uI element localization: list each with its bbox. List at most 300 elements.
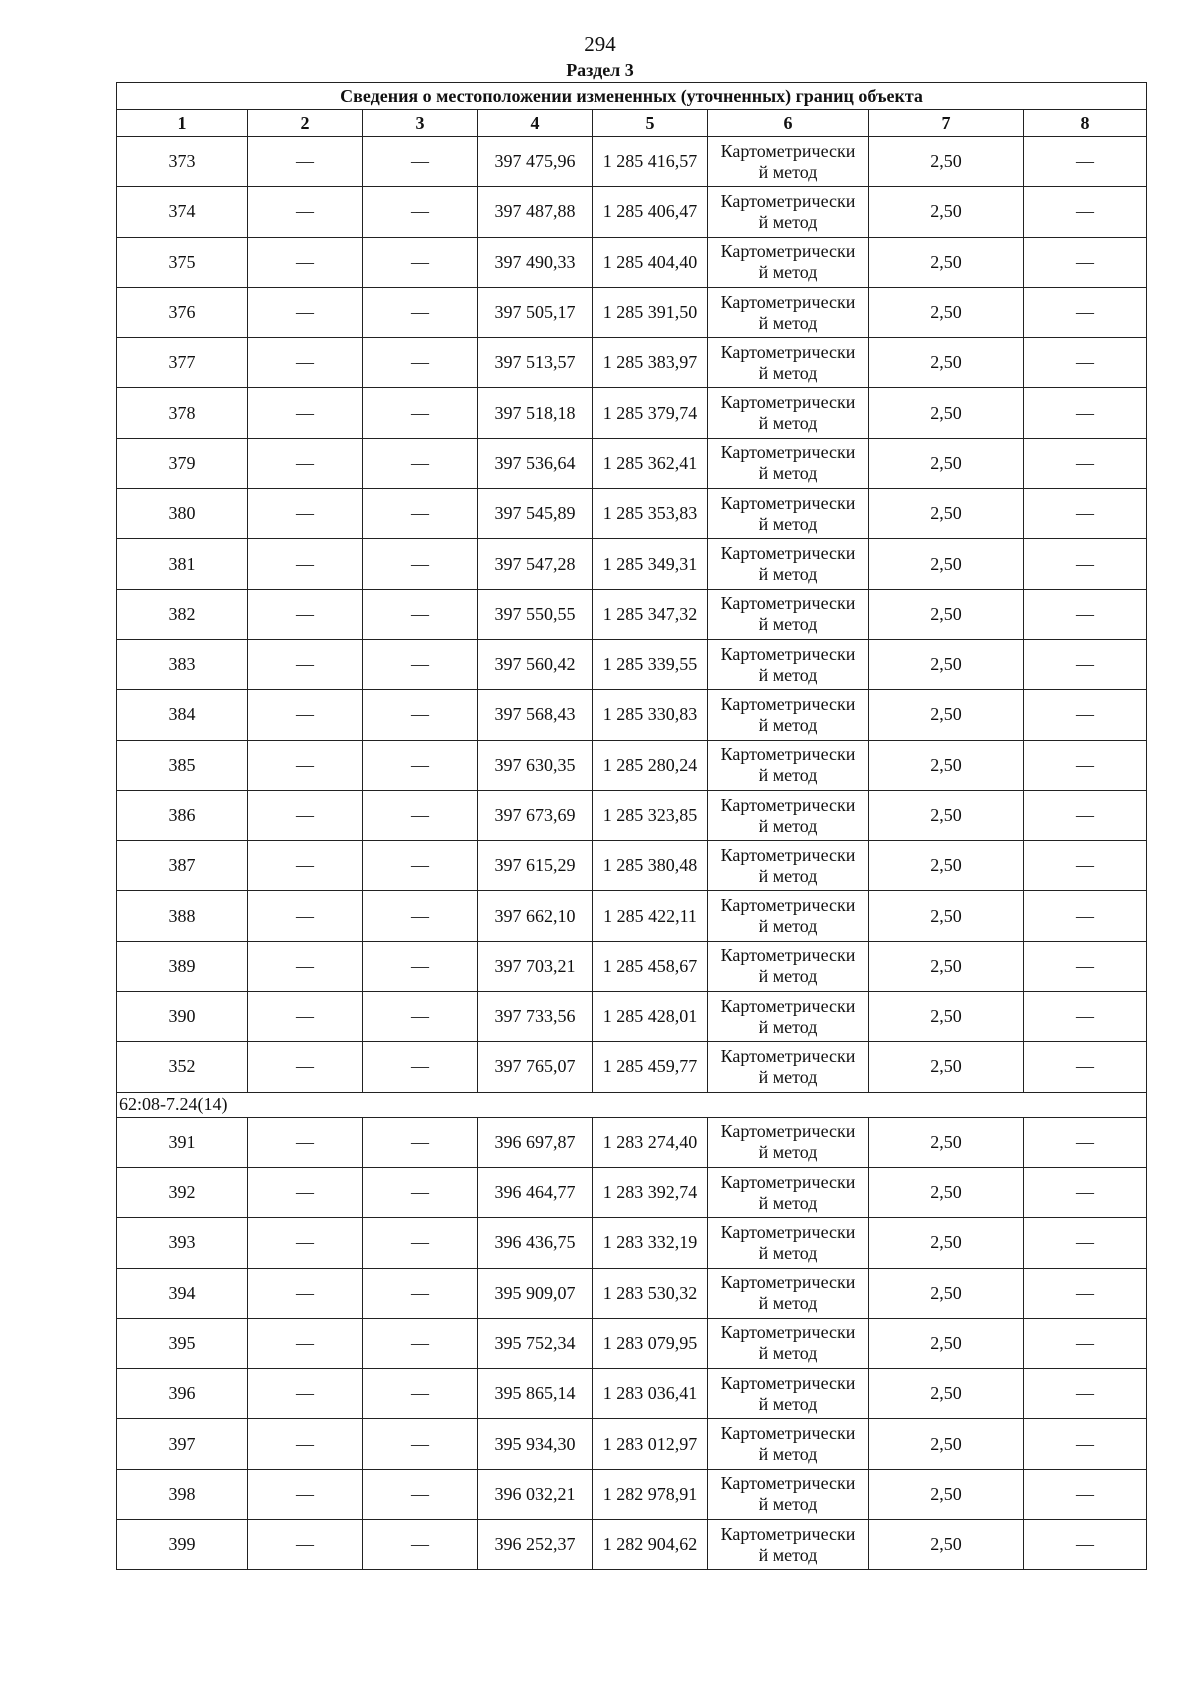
- precision-cell: 2,50: [869, 137, 1024, 187]
- method-text-line: й метод: [758, 714, 818, 735]
- method-text-line: Картометрически: [720, 1423, 856, 1444]
- precision-cell: 2,50: [869, 438, 1024, 488]
- point-number-cell: 396: [117, 1369, 248, 1419]
- x-coordinate-cell: 397 513,57: [478, 338, 593, 388]
- method-cell: [708, 1268, 869, 1318]
- method-cell: [708, 690, 869, 740]
- point-number-cell: 385: [117, 740, 248, 790]
- empty-dash-cell: —: [248, 941, 363, 991]
- empty-dash-cell: —: [248, 1268, 363, 1318]
- method-text-line: й метод: [758, 765, 818, 786]
- empty-dash-cell: —: [1024, 1042, 1147, 1092]
- x-coordinate-cell: 396 464,77: [478, 1167, 593, 1217]
- empty-dash-cell: —: [1024, 639, 1147, 689]
- table-row: [117, 1520, 1147, 1570]
- method-text-line: й метод: [758, 1544, 818, 1565]
- precision-cell: 2,50: [869, 1520, 1024, 1570]
- method-cell: [708, 1218, 869, 1268]
- empty-dash-cell: —: [1024, 1419, 1147, 1469]
- empty-dash-cell: —: [1024, 1520, 1147, 1570]
- column-number: 6: [708, 110, 869, 137]
- empty-dash-cell: —: [248, 1419, 363, 1469]
- x-coordinate-cell: 397 568,43: [478, 690, 593, 740]
- empty-dash-cell: —: [363, 891, 478, 941]
- x-coordinate-cell: 397 475,96: [478, 137, 593, 187]
- point-number-cell: 381: [117, 539, 248, 589]
- method-text-line: Картометрически: [720, 1272, 856, 1293]
- empty-dash-cell: —: [248, 1469, 363, 1519]
- point-number-cell: 387: [117, 841, 248, 891]
- empty-dash-cell: —: [1024, 992, 1147, 1042]
- point-number-cell: 375: [117, 237, 248, 287]
- method-text-line: й метод: [758, 312, 818, 333]
- method-text-line: Картометрически: [720, 794, 856, 815]
- column-number: 4: [478, 110, 593, 137]
- empty-dash-cell: —: [1024, 287, 1147, 337]
- table-row: [117, 137, 1147, 187]
- method-cell: [708, 1369, 869, 1419]
- column-number: 8: [1024, 110, 1147, 137]
- precision-cell: 2,50: [869, 639, 1024, 689]
- empty-dash-cell: —: [1024, 941, 1147, 991]
- method-cell: [708, 740, 869, 790]
- point-number-cell: 382: [117, 589, 248, 639]
- table-row: [117, 1117, 1147, 1167]
- method-text-line: й метод: [758, 1343, 818, 1364]
- empty-dash-cell: —: [248, 1520, 363, 1570]
- point-number-cell: 376: [117, 287, 248, 337]
- y-coordinate-cell: 1 283 332,19: [593, 1218, 708, 1268]
- empty-dash-cell: —: [1024, 338, 1147, 388]
- y-coordinate-cell: 1 285 349,31: [593, 539, 708, 589]
- group-row: [117, 1092, 1147, 1117]
- empty-dash-cell: —: [363, 539, 478, 589]
- method-text-line: Картометрически: [720, 1322, 856, 1343]
- table-row: [117, 489, 1147, 539]
- point-number-cell: 393: [117, 1218, 248, 1268]
- empty-dash-cell: —: [363, 237, 478, 287]
- method-text-line: й метод: [758, 161, 818, 182]
- empty-dash-cell: —: [1024, 1167, 1147, 1217]
- table-row: [117, 891, 1147, 941]
- table-row: [117, 539, 1147, 589]
- precision-cell: 2,50: [869, 1469, 1024, 1519]
- y-coordinate-cell: 1 285 330,83: [593, 690, 708, 740]
- y-coordinate-cell: 1 285 383,97: [593, 338, 708, 388]
- method-cell: [708, 639, 869, 689]
- method-cell: [708, 891, 869, 941]
- empty-dash-cell: —: [248, 1167, 363, 1217]
- method-text-line: Картометрически: [720, 543, 856, 564]
- y-coordinate-cell: 1 285 458,67: [593, 941, 708, 991]
- method-cell: [708, 187, 869, 237]
- point-number-cell: 373: [117, 137, 248, 187]
- empty-dash-cell: —: [363, 740, 478, 790]
- empty-dash-cell: —: [363, 1117, 478, 1167]
- method-text-line: Картометрически: [720, 1171, 856, 1192]
- method-cell: [708, 941, 869, 991]
- empty-dash-cell: —: [1024, 589, 1147, 639]
- method-cell: [708, 338, 869, 388]
- precision-cell: 2,50: [869, 690, 1024, 740]
- method-text-line: й метод: [758, 463, 818, 484]
- method-cell: [708, 438, 869, 488]
- method-text-line: Картометрически: [720, 1523, 856, 1544]
- method-text-line: й метод: [758, 1142, 818, 1163]
- method-text-line: й метод: [758, 614, 818, 635]
- column-number-row: [117, 110, 1147, 137]
- empty-dash-cell: —: [1024, 841, 1147, 891]
- empty-dash-cell: —: [363, 1268, 478, 1318]
- empty-dash-cell: —: [1024, 1218, 1147, 1268]
- empty-dash-cell: —: [363, 338, 478, 388]
- table-row: [117, 1218, 1147, 1268]
- empty-dash-cell: —: [1024, 1268, 1147, 1318]
- x-coordinate-cell: 397 550,55: [478, 589, 593, 639]
- x-coordinate-cell: 397 545,89: [478, 489, 593, 539]
- precision-cell: 2,50: [869, 1268, 1024, 1318]
- x-coordinate-cell: 396 697,87: [478, 1117, 593, 1167]
- y-coordinate-cell: 1 283 036,41: [593, 1369, 708, 1419]
- method-text-line: Картометрически: [720, 945, 856, 966]
- empty-dash-cell: —: [363, 1167, 478, 1217]
- method-text-line: й метод: [758, 966, 818, 987]
- table-body: [117, 137, 1147, 1570]
- empty-dash-cell: —: [248, 992, 363, 1042]
- precision-cell: 2,50: [869, 992, 1024, 1042]
- empty-dash-cell: —: [248, 690, 363, 740]
- empty-dash-cell: —: [1024, 790, 1147, 840]
- empty-dash-cell: —: [1024, 438, 1147, 488]
- precision-cell: 2,50: [869, 539, 1024, 589]
- precision-cell: 2,50: [869, 1419, 1024, 1469]
- empty-dash-cell: —: [248, 1318, 363, 1368]
- column-number: 1: [117, 110, 248, 137]
- method-text-line: й метод: [758, 362, 818, 383]
- empty-dash-cell: —: [363, 992, 478, 1042]
- precision-cell: 2,50: [869, 790, 1024, 840]
- method-text-line: й метод: [758, 1066, 818, 1087]
- empty-dash-cell: —: [1024, 137, 1147, 187]
- empty-dash-cell: —: [363, 388, 478, 438]
- method-text-line: й метод: [758, 262, 818, 283]
- precision-cell: 2,50: [869, 1117, 1024, 1167]
- empty-dash-cell: —: [248, 489, 363, 539]
- empty-dash-cell: —: [363, 1369, 478, 1419]
- precision-cell: 2,50: [869, 841, 1024, 891]
- empty-dash-cell: —: [363, 639, 478, 689]
- table-row: [117, 338, 1147, 388]
- method-text-line: Картометрически: [720, 895, 856, 916]
- method-cell: [708, 790, 869, 840]
- method-cell: [708, 1469, 869, 1519]
- y-coordinate-cell: 1 283 392,74: [593, 1167, 708, 1217]
- method-text-line: й метод: [758, 664, 818, 685]
- precision-cell: 2,50: [869, 1042, 1024, 1092]
- method-cell: [708, 287, 869, 337]
- point-number-cell: 377: [117, 338, 248, 388]
- y-coordinate-cell: 1 283 530,32: [593, 1268, 708, 1318]
- precision-cell: 2,50: [869, 1369, 1024, 1419]
- method-cell: [708, 489, 869, 539]
- point-number-cell: 380: [117, 489, 248, 539]
- empty-dash-cell: —: [248, 338, 363, 388]
- x-coordinate-cell: 396 032,21: [478, 1469, 593, 1519]
- empty-dash-cell: —: [248, 639, 363, 689]
- method-text-line: й метод: [758, 1494, 818, 1515]
- method-text-line: Картометрически: [720, 1221, 856, 1242]
- method-text-line: й метод: [758, 1444, 818, 1465]
- y-coordinate-cell: 1 285 404,40: [593, 237, 708, 287]
- method-text-line: Картометрически: [720, 1121, 856, 1142]
- x-coordinate-cell: 397 733,56: [478, 992, 593, 1042]
- empty-dash-cell: —: [363, 1042, 478, 1092]
- method-text-line: Картометрически: [720, 744, 856, 765]
- method-text-line: й метод: [758, 815, 818, 836]
- empty-dash-cell: —: [1024, 740, 1147, 790]
- method-text-line: й метод: [758, 916, 818, 937]
- page-number: 294: [584, 32, 616, 56]
- empty-dash-cell: —: [363, 287, 478, 337]
- point-number-cell: 389: [117, 941, 248, 991]
- method-cell: [708, 1419, 869, 1469]
- method-text-line: й метод: [758, 1192, 818, 1213]
- empty-dash-cell: —: [363, 489, 478, 539]
- y-coordinate-cell: 1 283 274,40: [593, 1117, 708, 1167]
- y-coordinate-cell: 1 285 339,55: [593, 639, 708, 689]
- x-coordinate-cell: 395 909,07: [478, 1268, 593, 1318]
- column-number: 3: [363, 110, 478, 137]
- y-coordinate-cell: 1 285 428,01: [593, 992, 708, 1042]
- method-text-line: Картометрически: [720, 392, 856, 413]
- method-text-line: Картометрически: [720, 1473, 856, 1494]
- y-coordinate-cell: 1 283 012,97: [593, 1419, 708, 1469]
- method-cell: [708, 841, 869, 891]
- empty-dash-cell: —: [363, 137, 478, 187]
- method-text-line: Картометрически: [720, 341, 856, 362]
- method-text-line: Картометрически: [720, 693, 856, 714]
- empty-dash-cell: —: [363, 1520, 478, 1570]
- empty-dash-cell: —: [248, 137, 363, 187]
- empty-dash-cell: —: [248, 790, 363, 840]
- point-number-cell: 379: [117, 438, 248, 488]
- precision-cell: 2,50: [869, 1218, 1024, 1268]
- precision-cell: 2,50: [869, 489, 1024, 539]
- table-row: [117, 589, 1147, 639]
- empty-dash-cell: —: [1024, 1117, 1147, 1167]
- table-row: [117, 438, 1147, 488]
- method-text-line: Картометрически: [720, 241, 856, 262]
- empty-dash-cell: —: [363, 1469, 478, 1519]
- x-coordinate-cell: 396 436,75: [478, 1218, 593, 1268]
- x-coordinate-cell: 397 487,88: [478, 187, 593, 237]
- empty-dash-cell: —: [1024, 1318, 1147, 1368]
- method-text-line: й метод: [758, 1293, 818, 1314]
- empty-dash-cell: —: [1024, 891, 1147, 941]
- x-coordinate-cell: 395 934,30: [478, 1419, 593, 1469]
- table-row: [117, 740, 1147, 790]
- empty-dash-cell: —: [363, 841, 478, 891]
- table-row: [117, 1469, 1147, 1519]
- point-number-cell: 391: [117, 1117, 248, 1167]
- point-number-cell: 374: [117, 187, 248, 237]
- method-text-line: й метод: [758, 211, 818, 232]
- method-text-line: й метод: [758, 1242, 818, 1263]
- table-row: [117, 1167, 1147, 1217]
- method-text-line: Картометрически: [720, 643, 856, 664]
- empty-dash-cell: —: [1024, 187, 1147, 237]
- precision-cell: 2,50: [869, 388, 1024, 438]
- point-number-cell: 397: [117, 1419, 248, 1469]
- y-coordinate-cell: 1 282 978,91: [593, 1469, 708, 1519]
- table-row: [117, 992, 1147, 1042]
- x-coordinate-cell: 395 752,34: [478, 1318, 593, 1368]
- point-number-cell: 378: [117, 388, 248, 438]
- precision-cell: 2,50: [869, 187, 1024, 237]
- point-number-cell: 392: [117, 1167, 248, 1217]
- empty-dash-cell: —: [248, 589, 363, 639]
- x-coordinate-cell: 397 630,35: [478, 740, 593, 790]
- method-text-line: Картометрически: [720, 442, 856, 463]
- y-coordinate-cell: 1 285 362,41: [593, 438, 708, 488]
- empty-dash-cell: —: [363, 690, 478, 740]
- x-coordinate-cell: 397 518,18: [478, 388, 593, 438]
- x-coordinate-cell: 397 703,21: [478, 941, 593, 991]
- method-cell: [708, 1318, 869, 1368]
- point-number-cell: 384: [117, 690, 248, 740]
- x-coordinate-cell: 396 252,37: [478, 1520, 593, 1570]
- empty-dash-cell: —: [363, 790, 478, 840]
- x-coordinate-cell: 397 673,69: [478, 790, 593, 840]
- method-cell: [708, 1167, 869, 1217]
- precision-cell: 2,50: [869, 891, 1024, 941]
- precision-cell: 2,50: [869, 1167, 1024, 1217]
- column-number: 2: [248, 110, 363, 137]
- empty-dash-cell: —: [248, 841, 363, 891]
- empty-dash-cell: —: [1024, 237, 1147, 287]
- x-coordinate-cell: 397 765,07: [478, 1042, 593, 1092]
- x-coordinate-cell: 397 536,64: [478, 438, 593, 488]
- empty-dash-cell: —: [363, 589, 478, 639]
- method-text-line: Картометрически: [720, 844, 856, 865]
- precision-cell: 2,50: [869, 287, 1024, 337]
- coordinates-table: [116, 82, 1147, 1570]
- precision-cell: 2,50: [869, 941, 1024, 991]
- table-row: [117, 1268, 1147, 1318]
- empty-dash-cell: —: [248, 237, 363, 287]
- precision-cell: 2,50: [869, 589, 1024, 639]
- table-row: [117, 388, 1147, 438]
- y-coordinate-cell: 1 285 280,24: [593, 740, 708, 790]
- empty-dash-cell: —: [248, 891, 363, 941]
- method-text-line: Картометрически: [720, 190, 856, 211]
- empty-dash-cell: —: [1024, 690, 1147, 740]
- method-text-line: й метод: [758, 1393, 818, 1414]
- y-coordinate-cell: 1 285 323,85: [593, 790, 708, 840]
- empty-dash-cell: —: [248, 1042, 363, 1092]
- method-text-line: Картометрически: [720, 1372, 856, 1393]
- point-number-cell: 395: [117, 1318, 248, 1368]
- method-text-line: Картометрически: [720, 1045, 856, 1066]
- method-text-line: Картометрически: [720, 593, 856, 614]
- table-row: [117, 941, 1147, 991]
- method-cell: [708, 388, 869, 438]
- point-number-cell: 352: [117, 1042, 248, 1092]
- table-row: [117, 1042, 1147, 1092]
- group-label: 62:08-7.24(14): [117, 1092, 1147, 1117]
- method-cell: [708, 137, 869, 187]
- table-row: [117, 1419, 1147, 1469]
- y-coordinate-cell: 1 285 379,74: [593, 388, 708, 438]
- empty-dash-cell: —: [1024, 539, 1147, 589]
- table-row: [117, 187, 1147, 237]
- table-row: [117, 1318, 1147, 1368]
- empty-dash-cell: —: [248, 1117, 363, 1167]
- empty-dash-cell: —: [363, 941, 478, 991]
- point-number-cell: 399: [117, 1520, 248, 1570]
- method-cell: [708, 1042, 869, 1092]
- y-coordinate-cell: 1 285 380,48: [593, 841, 708, 891]
- table-row: [117, 690, 1147, 740]
- y-coordinate-cell: 1 285 416,57: [593, 137, 708, 187]
- empty-dash-cell: —: [363, 1318, 478, 1368]
- y-coordinate-cell: 1 285 459,77: [593, 1042, 708, 1092]
- empty-dash-cell: —: [1024, 1369, 1147, 1419]
- method-cell: [708, 237, 869, 287]
- point-number-cell: 398: [117, 1469, 248, 1519]
- empty-dash-cell: —: [248, 1369, 363, 1419]
- x-coordinate-cell: 397 505,17: [478, 287, 593, 337]
- column-number: 5: [593, 110, 708, 137]
- table-row: [117, 790, 1147, 840]
- empty-dash-cell: —: [363, 1419, 478, 1469]
- method-text-line: Картометрически: [720, 492, 856, 513]
- method-cell: [708, 1520, 869, 1570]
- empty-dash-cell: —: [248, 740, 363, 790]
- y-coordinate-cell: 1 285 347,32: [593, 589, 708, 639]
- x-coordinate-cell: 397 560,42: [478, 639, 593, 689]
- y-coordinate-cell: 1 283 079,95: [593, 1318, 708, 1368]
- method-cell: [708, 992, 869, 1042]
- method-cell: [708, 539, 869, 589]
- table-row: [117, 639, 1147, 689]
- point-number-cell: 390: [117, 992, 248, 1042]
- section-title: Раздел 3: [566, 60, 634, 80]
- empty-dash-cell: —: [363, 187, 478, 237]
- point-number-cell: 386: [117, 790, 248, 840]
- y-coordinate-cell: 1 282 904,62: [593, 1520, 708, 1570]
- y-coordinate-cell: 1 285 406,47: [593, 187, 708, 237]
- table-caption: Сведения о местоположении измененных (уточненных) границ объекта: [117, 83, 1147, 110]
- x-coordinate-cell: 397 547,28: [478, 539, 593, 589]
- empty-dash-cell: —: [248, 1218, 363, 1268]
- empty-dash-cell: —: [363, 1218, 478, 1268]
- empty-dash-cell: —: [248, 388, 363, 438]
- x-coordinate-cell: 397 490,33: [478, 237, 593, 287]
- table-row: [117, 237, 1147, 287]
- method-text-line: Картометрически: [720, 995, 856, 1016]
- point-number-cell: 394: [117, 1268, 248, 1318]
- method-cell: [708, 1117, 869, 1167]
- method-text-line: й метод: [758, 865, 818, 886]
- precision-cell: 2,50: [869, 740, 1024, 790]
- empty-dash-cell: —: [1024, 489, 1147, 539]
- point-number-cell: 388: [117, 891, 248, 941]
- table-row: [117, 1369, 1147, 1419]
- empty-dash-cell: —: [248, 187, 363, 237]
- precision-cell: 2,50: [869, 1318, 1024, 1368]
- empty-dash-cell: —: [248, 539, 363, 589]
